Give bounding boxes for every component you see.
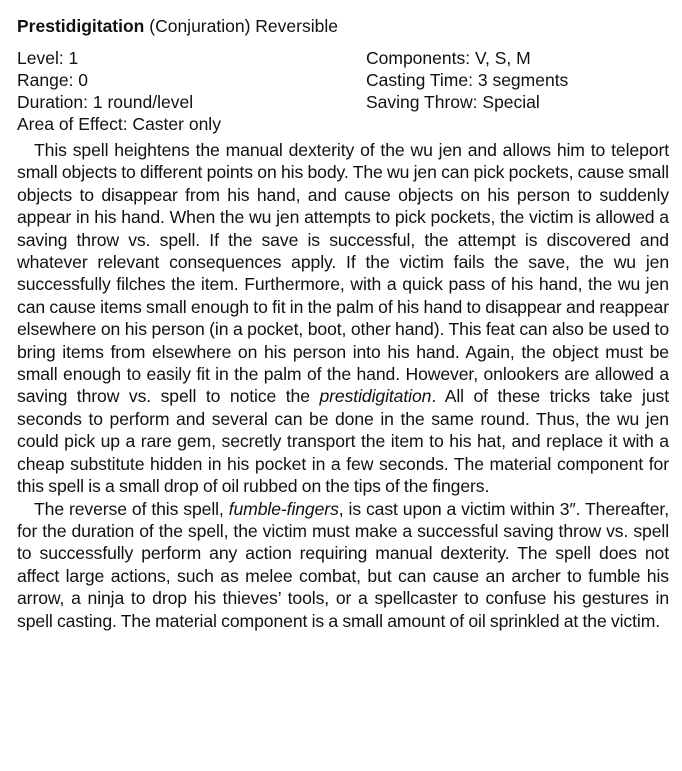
spell-entry (17, 16, 669, 632)
stat-saving-throw: Saving Throw: Special (366, 92, 540, 112)
spell-description (17, 139, 669, 632)
spell-name-italic: prestidigitation (319, 386, 432, 407)
reverse-spell-name-italic: fumble-fingers (228, 498, 339, 519)
stat-components: Components: V, S, M (366, 48, 531, 68)
stat-casting-time: Casting Time: 3 segments (366, 70, 569, 90)
stats-right-column (366, 47, 568, 113)
spell-title (17, 16, 669, 36)
stat-area-of-effect: Area of Effect: Caster only (17, 114, 221, 134)
reverse-paragraph (17, 498, 669, 632)
stat-duration: Duration: 1 round/level (17, 92, 194, 112)
spell-stats (17, 47, 669, 139)
description-text: This spell heightens the manual dexterity of the wu jen and allows him to teleport small objects to different points on his body. The wu jen can pick pockets, cause small objects to disappear from his hand, and cause objects on his person to suddenly appear in his hand. When the wu jen attempts to pick pockets, the victim is allowed a saving throw vs. spell. If the save is successful, the attempt is discovered and whatever relevant consequences apply. If the victim fails the save, the wu jen successfully filches the item. Furthermore, with a quick pass of his hand, the wu jen can cause items small enough to fit in the palm of his hand to disappear and reappear elsewhere on his person (in a pocket, boot, other hand). This feat can also be used to bring items from elsewhere on his person into his hand. Again, the object must be small enough to easily fit in the palm of the hand. However, onlookers are allowed a saving throw vs. spell to notice the (17, 140, 669, 407)
description-text: , is cast upon a victim within 3″. Thereafter, for the duration of the spell, the victim must make a successful saving throw vs. spell to successfully perform any action requiring manual dexterity. The spell does not affect large actions, such as melee combat, but can cause an archer to fumble his arrow, a ninja to drop his thieves’ tools, or a spellcaster to confuse his gestures in spell casting. The material component is a small amount of oil sprinkled at the victim. (17, 498, 669, 631)
description-text: . All of these tricks take just seconds to perform and several can be done in the same round. Thus, the wu jen could pick up a rare gem, secretly transport the item to his hat, and replace it with a cheap substitute hidden in his pocket in a few seconds. The material component for this spell is a small drop of oil rubbed on the tips of the fingers. (17, 386, 669, 497)
stat-range: Range: 0 (17, 70, 89, 90)
description-paragraph (17, 139, 669, 498)
description-text: The reverse of this spell, (34, 498, 229, 519)
spell-school: (Conjuration) Reversible (149, 16, 338, 36)
stats-left-column (17, 47, 221, 135)
spell-name: Prestidigitation (17, 16, 145, 36)
stat-level: Level: 1 (17, 48, 79, 68)
